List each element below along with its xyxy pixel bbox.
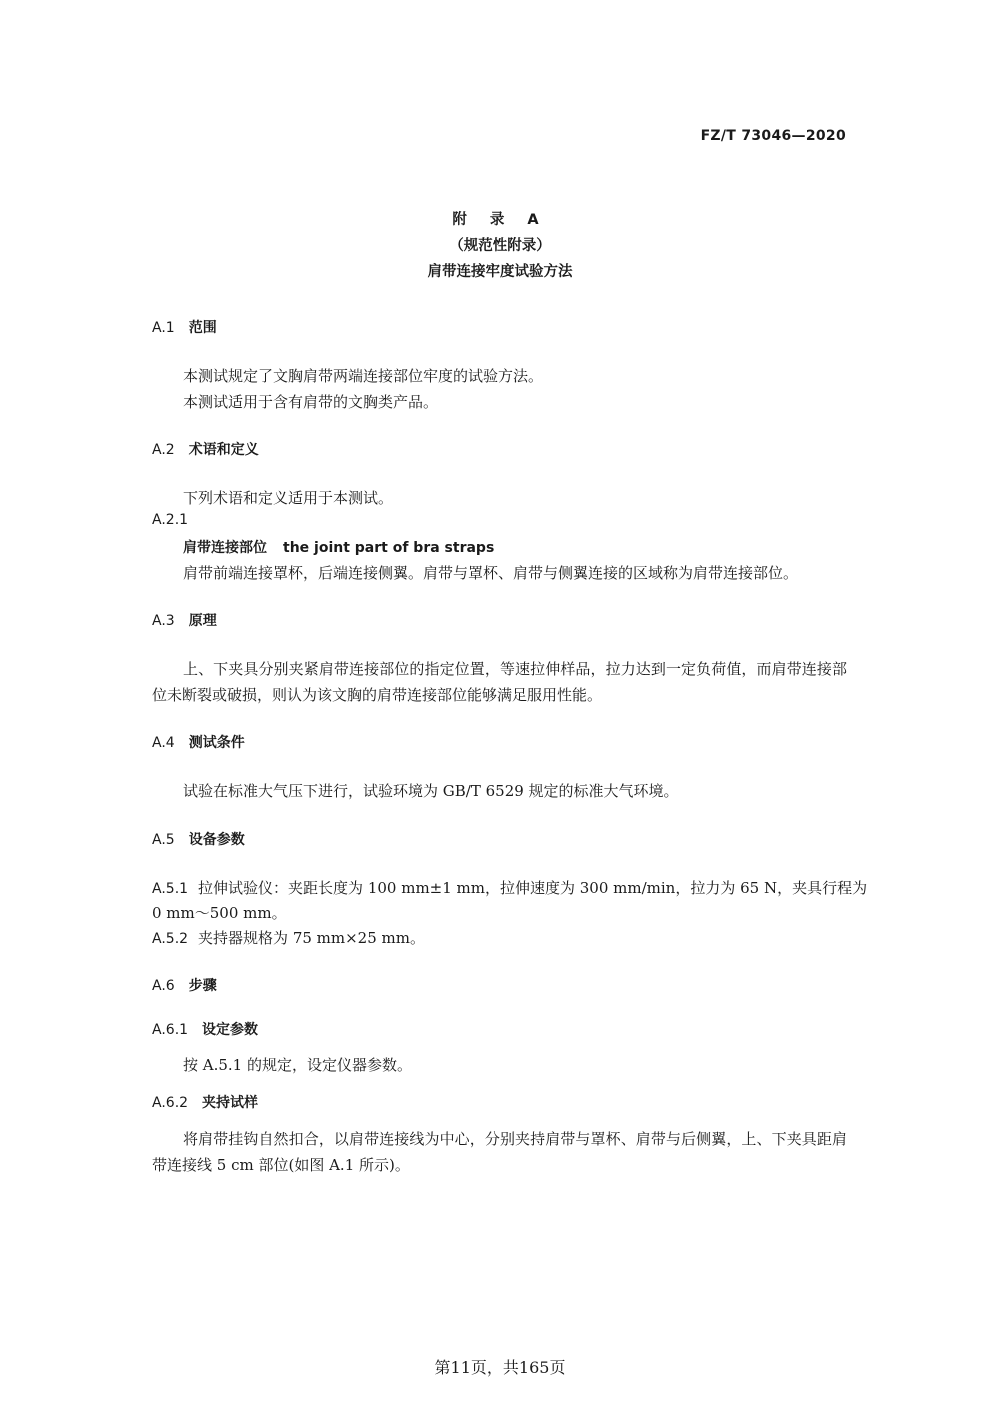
term-english: the joint part of bra straps bbox=[283, 540, 495, 556]
clause-text: 夹持器规格为 75 mm×25 mm。 bbox=[198, 929, 425, 947]
section-title: 范围 bbox=[188, 320, 217, 336]
section-a1-paragraph-1: 本测试规定了文胸肩带两端连接部位牢度的试验方法。 bbox=[183, 367, 544, 385]
section-a2-heading bbox=[152, 439, 259, 459]
section-title: 术语和定义 bbox=[188, 442, 259, 458]
section-number: A.3 bbox=[152, 613, 175, 629]
clause-a62-heading bbox=[152, 1092, 258, 1112]
clause-title: 设定参数 bbox=[202, 1022, 259, 1038]
section-a4-heading bbox=[152, 732, 245, 752]
clause-number: A.6.2 bbox=[152, 1095, 189, 1111]
section-number: A.1 bbox=[152, 320, 175, 336]
term-definition: 肩带前端连接罩杯，后端连接侧翼。肩带与罩杯、肩带与侧翼连接的区域称为肩带连接部位。 bbox=[183, 564, 799, 582]
clause-a62-line-2: 带连接线 5 cm 部位(如图 A.1 所示)。 bbox=[152, 1156, 410, 1174]
section-a4-paragraph: 试验在标准大气压下进行，试验环境为 GB/T 6529 规定的标准大气环境。 bbox=[183, 782, 679, 800]
annex-title: 附 录 A bbox=[452, 212, 548, 228]
annex-title-block bbox=[0, 207, 1000, 285]
section-a3-heading bbox=[152, 610, 217, 630]
term-chinese: 肩带连接部位 bbox=[183, 540, 267, 556]
clause-number: A.5.2 bbox=[152, 931, 189, 947]
section-a5-heading bbox=[152, 829, 245, 849]
section-a3-paragraph-line-2: 位未断裂或破损，则认为该文胸的肩带连接部位能够满足服用性能。 bbox=[152, 686, 603, 704]
section-title: 原理 bbox=[188, 613, 217, 629]
clause-a61-heading bbox=[152, 1019, 258, 1039]
section-title: 设备参数 bbox=[188, 832, 245, 848]
clause-a51-line-1 bbox=[152, 877, 868, 898]
clause-number: A.6.1 bbox=[152, 1022, 189, 1038]
section-title: 步骤 bbox=[188, 978, 217, 994]
clause-title: 夹持试样 bbox=[202, 1095, 259, 1111]
standard-number: FZ/T 73046—2020 bbox=[700, 128, 846, 144]
annex-subject: 肩带连接牢度试验方法 bbox=[427, 264, 573, 280]
clause-a61-text: 按 A.5.1 的规定，设定仪器参数。 bbox=[183, 1056, 412, 1074]
annex-type: （规范性附录） bbox=[449, 238, 551, 254]
clause-number: A.2.1 bbox=[152, 512, 189, 528]
section-number: A.5 bbox=[152, 832, 175, 848]
section-a1-paragraph-2: 本测试适用于含有肩带的文胸类产品。 bbox=[183, 393, 439, 411]
term-entry bbox=[183, 537, 494, 557]
section-number: A.2 bbox=[152, 442, 175, 458]
section-a2-paragraph: 下列术语和定义适用于本测试。 bbox=[183, 489, 394, 507]
section-a6-heading bbox=[152, 975, 217, 995]
section-title: 测试条件 bbox=[188, 735, 245, 751]
page-footer: 第11页，共165页 bbox=[434, 1358, 566, 1377]
clause-a52 bbox=[152, 927, 425, 948]
clause-a21-number bbox=[152, 512, 202, 528]
clause-a62-line-1: 将肩带挂钩自然扣合，以肩带连接线为中心，分别夹持肩带与罩杯、肩带与后侧翼，上、下夹具距肩 bbox=[183, 1130, 847, 1148]
clause-text: 拉伸试验仪：夹距长度为 100 mm±1 mm，拉伸速度为 300 mm/min，拉力为 65 N，夹具行程为 bbox=[198, 879, 868, 897]
section-number: A.6 bbox=[152, 978, 175, 994]
clause-a51-line-2: 0 mm～500 mm。 bbox=[152, 904, 287, 922]
section-a3-paragraph-line-1: 上、下夹具分别夹紧肩带连接部位的指定位置，等速拉伸样品，拉力达到一定负荷值，而肩带连接部 bbox=[183, 660, 847, 678]
section-a1-heading bbox=[152, 317, 217, 337]
clause-number: A.5.1 bbox=[152, 881, 189, 897]
section-number: A.4 bbox=[152, 735, 175, 751]
